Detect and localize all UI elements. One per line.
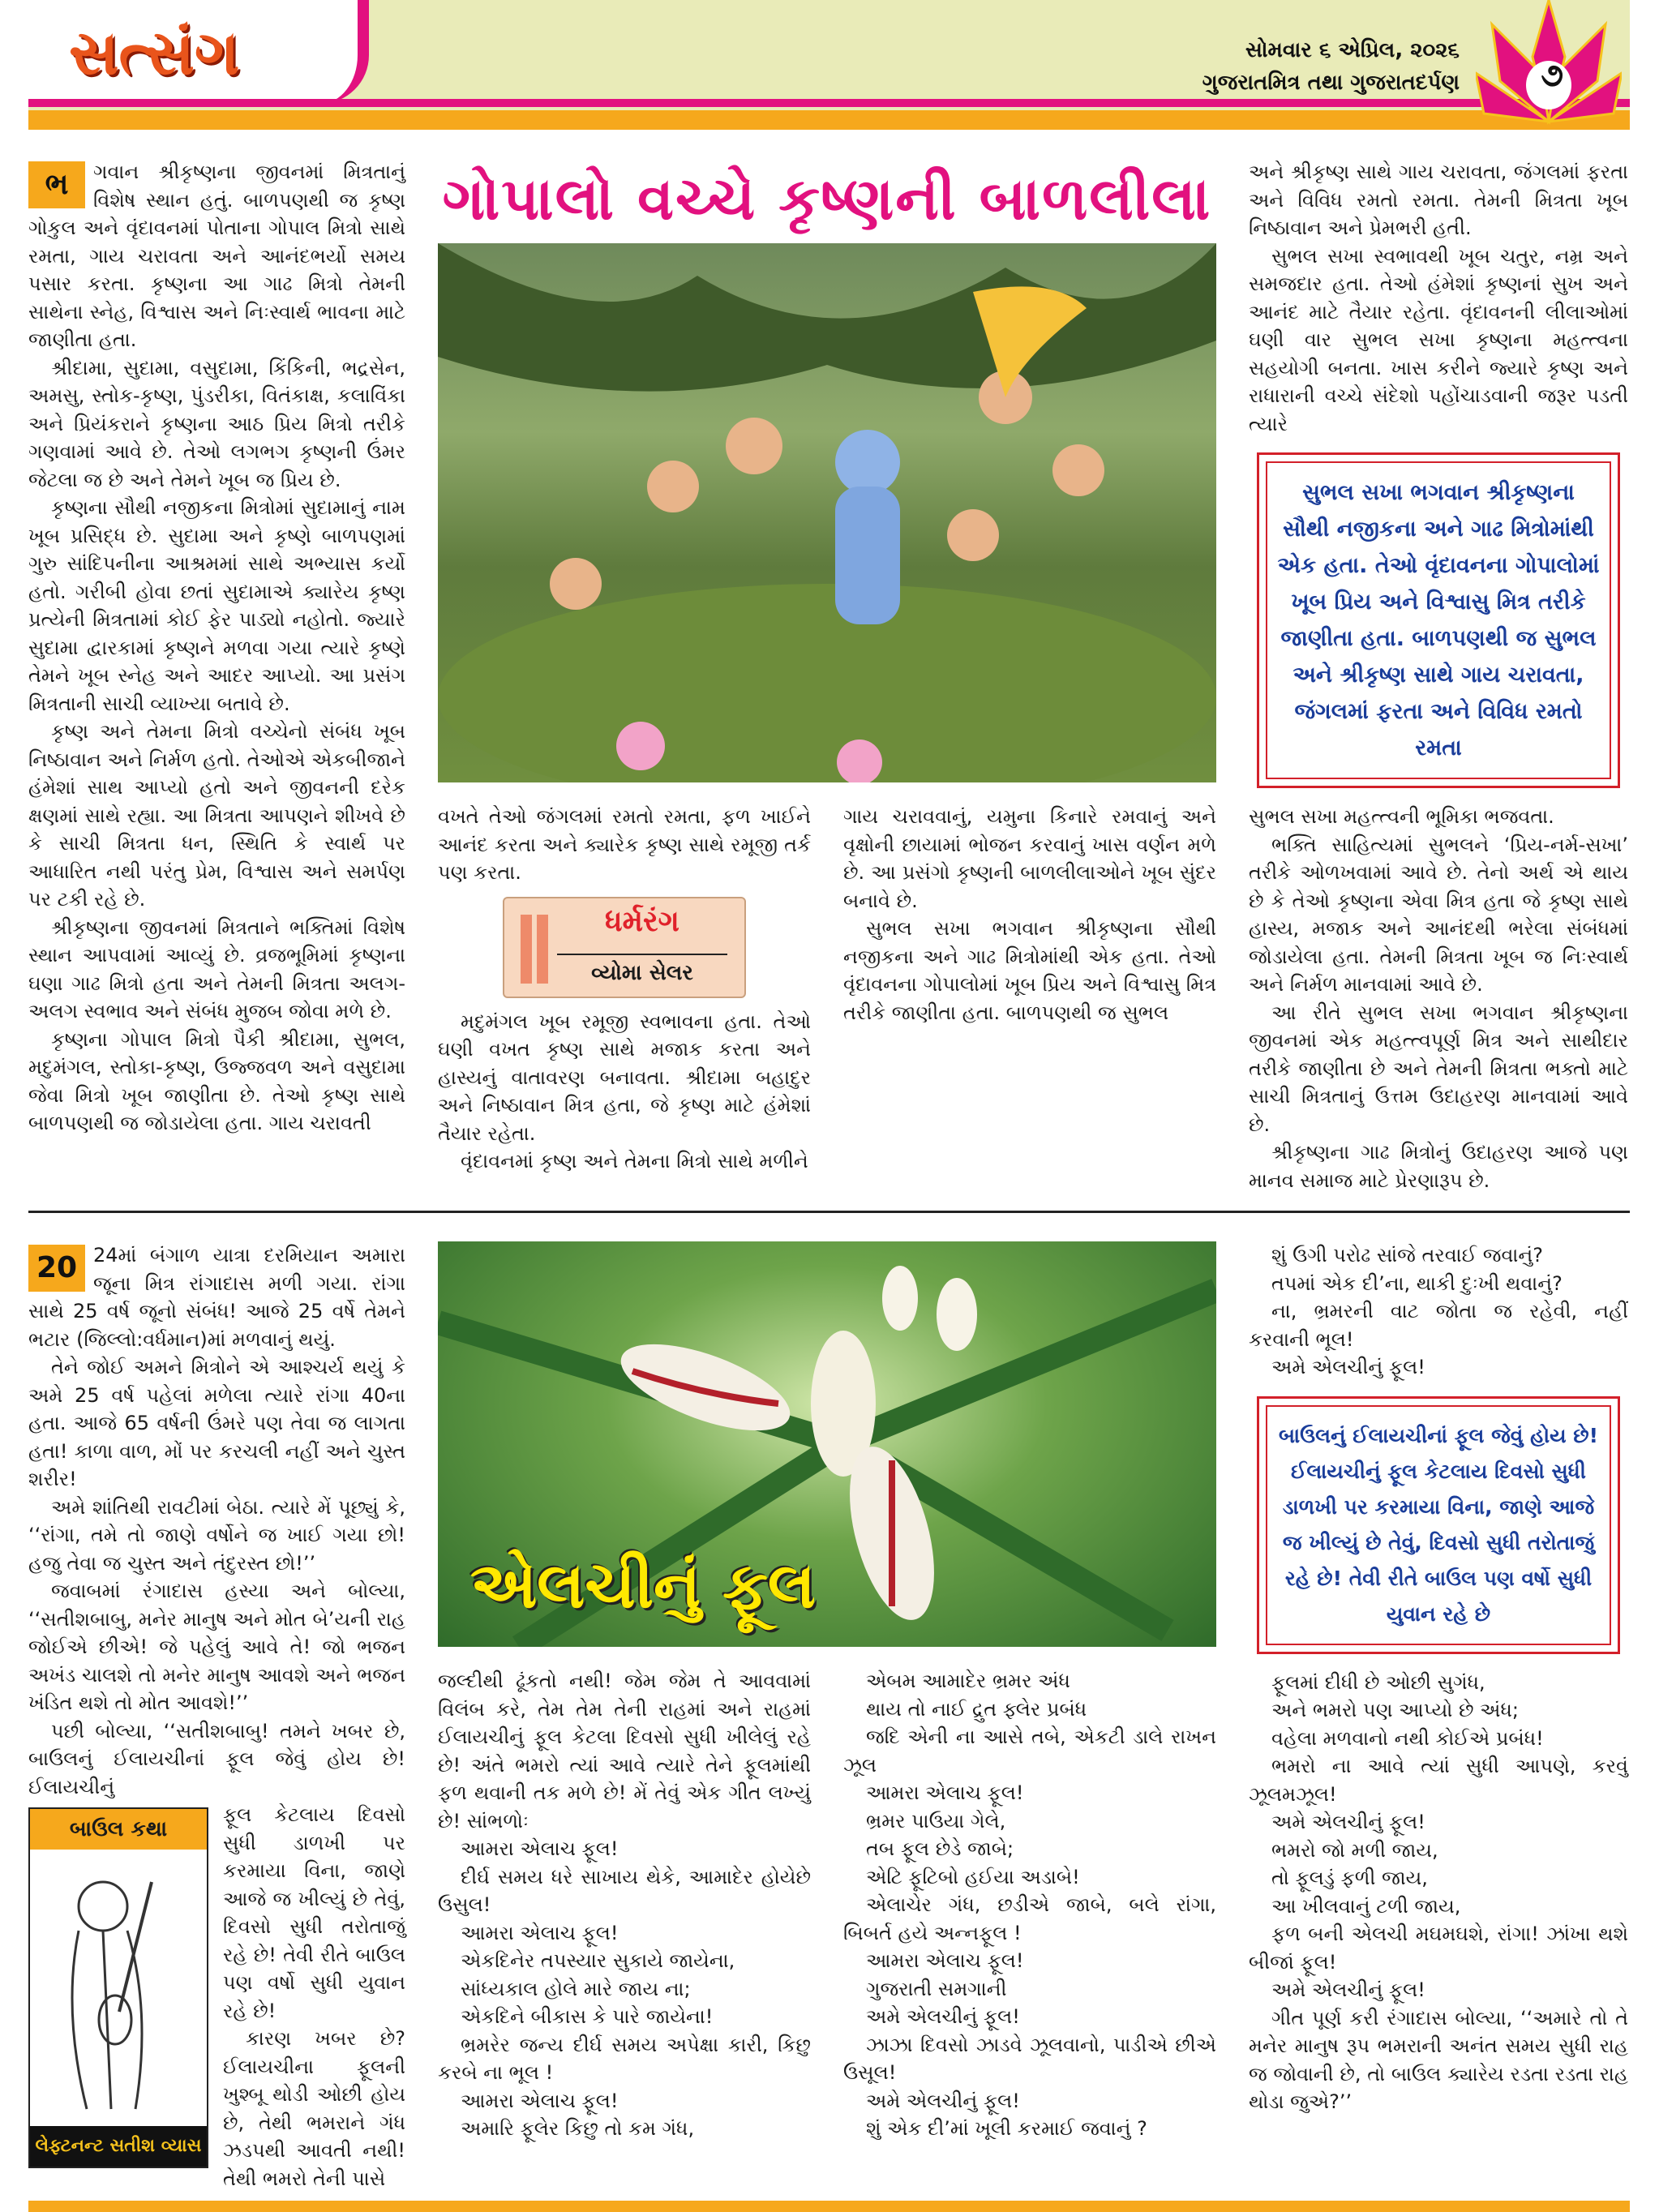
pull-quote — [1257, 452, 1620, 788]
song-line: અમે એલચીનું ફૂલ! — [1271, 1356, 1425, 1378]
date: સોમવાર ૬ એપ્રિલ, ૨૦૨૬ — [1245, 38, 1460, 62]
paragraph: મદુમંગલ ખૂબ રમૂજી સ્વભાવના હતા. તેઓ ઘણી વખત કૃષ્ણ સાથે મજાક કરતા અને હાસ્યનું વાતાવરણ બનાવતા. શ્રીદામા બહાદુર અને નિષ્ઠાવાન મિત્ર હતા, જે કૃષ્ણ માટે હંમેશાં તૈયાર રહેતા. — [438, 1010, 811, 1145]
paragraph: વૃંદાવનમાં કૃષ્ણ અને તેમના મિત્રો સાથે મળીને — [461, 1150, 808, 1172]
article2-left-column — [28, 1241, 405, 2193]
song-line: સાંધ્યકાલ હોલે મારે જાય ના; — [461, 1977, 691, 2000]
pull-quote — [1257, 1396, 1620, 1654]
song-line: એબમ આમાદેર ભ્રમર અંધ — [866, 1670, 1070, 1692]
article2-middle — [438, 1241, 1216, 2193]
paragraph: શ્રીદામા, સુદામા, વસુદામા, કિંકિની, ભદ્રસેન, અમસુ, સ્તોક-કૃષ્ણ, પુંડરીકા, વિતંકાક્ષ, કલાવિંકા અને પ્રિયંકરાને કૃષ્ણના આઠ પ્રિય મિત્રો તરીકે ગણવામાં આવે છે. તેઓ લગભગ કૃષ્ણની ઉંમર જેટલા જ છે અને તેમને ખૂબ જ પ્રિય છે. — [28, 356, 405, 491]
song-line: અને ભમરો પણ આપ્યો છે અંધ; — [1271, 1699, 1519, 1721]
pull-quote-text: સુભલ સખા ભગવાન શ્રીકૃષ્ણના સૌથી નજીકના અને ગાઢ મિત્રોમાંથી એક હતા. તેઓ વૃંદાવનના ગોપાલોમાં ખૂબ પ્રિય અને વિશ્વાસુ મિત્ર તરીકે જાણીતા હતા. બાળપણથી જ સુભલ અને શ્રીકૃષ્ણ સાથે ગાય ચરાવતા, જંગલમાં ફરતા અને વિવિધ રમતો રમતા — [1266, 461, 1611, 779]
article1 — [28, 158, 1628, 1194]
song-line: ઝાઝા દિવસો ઝાડવે ઝૂલવાનો, પાડીએ છીએ ઉસૂલ! — [843, 2033, 1216, 2084]
article1-headline: ગોપાલો વચ્ચે કૃષ્ણની બાળલીલા — [442, 165, 1212, 233]
song-line: એકદિને બીકાસ કે પારે જાયેના! — [461, 2005, 714, 2028]
krishna-gopals-illustration — [438, 243, 1216, 782]
song-line: ભમરો જો મળી જાય, — [1271, 1838, 1438, 1862]
paragraph: ફૂલ કેટલાય દિવસો સુધી ડાળખી પર કરમાયા વિના, જાણે આજે જ ખીલ્યું છે તેવું, દિવસો સુધી તરોતાજું રહે છે! તેવી રીતે બાઉલ પણ વર્ષો સુધી યુવાન રહે છે! — [223, 1803, 405, 2022]
decorative-stripe — [537, 915, 548, 984]
song-line: ફળ બની એલચી મઘમઘશે, રાંગા! ઝાંખા થશે બીજાં ફૂલ! — [1249, 1923, 1628, 1974]
section-name: ધર્મરંગ — [605, 904, 679, 938]
song-line: આમરા એલાચ ફૂલ! — [866, 1949, 1024, 1972]
song-line: આમરા એલાચ ફૂલ! — [866, 1781, 1024, 1804]
dropcap: ભ — [28, 161, 85, 208]
song-line: શું એક દી’માં ખૂલી કરમાઈ જવાનું ? — [866, 2117, 1147, 2140]
pull-quote-text: બાઉલનું ઈલાયચીનાં ફૂલ જેવું હોય છે! ઈલાયચીનું ફૂલ કેટલાય દિવસો સુધી ડાળખી પર કરમાયા વિના, જાણે આજે જ ખીલ્યું છે તેવું, દિવસો સુધી તરોતાજું રહે છે! તેવી રીતે બાઉલ પણ વર્ષો સુધી યુવાન રહે છે — [1266, 1405, 1611, 1645]
song-line: ભ્રમરેર જન્ય દીર્ઘ સમય અપેક્ષા કારી, કિછુ કરબે ના ભૂલ ! — [438, 2033, 811, 2084]
paragraph: કૃષ્ણના સૌથી નજીકના મિત્રોમાં સુદામાનું નામ ખૂબ પ્રસિદ્ધ છે. સુદામા અને કૃષ્ણે બાળપણમાં ગુરુ સાંદિપનીના આશ્રમમાં સાથે અભ્યાસ કર્યો હતો. ગરીબી હોવા છતાં સુદામાએ ક્યારેય કૃષ્ણ પ્રત્યેની મિત્રતામાં કોઈ ફેર પાડ્યો નહોતો. જ્યારે સુદામા દ્વારકામાં કૃષ્ણને મળવા ગયા ત્યારે કૃષ્ણે તેમને ખૂબ સ્નેહ અને આદર આપ્યો. આ પ્રસંગ મિત્રતાની સાચી વ્યાખ્યા બતાવે છે. — [28, 496, 405, 715]
baul-singer-sketch — [30, 1850, 207, 2125]
article1-right-column — [1249, 158, 1628, 1194]
song-line: દીર્ઘ સમય ધરે સાખાય થેકે, આમાદેર હોયેછે ઉસુલ! — [438, 1865, 811, 1916]
song-line: આ ખીલવાનું ટળી જાય, — [1271, 1894, 1461, 1918]
header-orange-bar — [28, 110, 1630, 130]
song-line: તપમાં એક દી’ના, થાકી દુઃખી થવાનું? — [1271, 1271, 1563, 1295]
page-header — [28, 0, 1630, 130]
paragraph: અને શ્રીકૃષ્ણ સાથે ગાય ચરાવતા, જંગલમાં ફરતા અને વિવિધ રમતો રમતા. તેમની મિત્રતા ખૂબ નિષ્ઠાવાન અને પ્રેમભરી હતી. — [1249, 161, 1628, 239]
paragraph: આ રીતે સુભલ સખા ભગવાન શ્રીકૃષ્ણના જીવનમાં એક મહત્ત્વપૂર્ણ મિત્ર અને સાથીદાર તરીકે જાણીતા છે અને તેમની મિત્રતા ભક્તો માટે સાચી મિત્રતાનું ઉત્તમ ઉદાહરણ માનવામાં આવે છે. — [1249, 1001, 1628, 1136]
song-line: ભમરો ના આવે ત્યાં સુધી આપણે, કરવું ઝૂલમઝૂલ! — [1249, 1755, 1628, 1806]
divider — [557, 954, 727, 955]
satsang-logo: સત્સંગ — [69, 16, 240, 88]
section-name: બાઉલ કથા — [30, 1809, 207, 1850]
article2-subcolumns — [438, 1667, 1216, 2143]
song-line: આમરા એલાચ ફૂલ! — [461, 1921, 619, 1944]
paragraph: કૃષ્ણના ગોપાલ મિત્રો પૈકી શ્રીદામા, સુભલ, મદુમંગલ, સ્તોકા-કૃષ્ણ, ઉજ્જવળ અને વસુદામા જેવા મિત્રો ખૂબ જાણીતા છે. તેઓ કૃષ્ણ સાથે બાળપણથી જ જોડાયેલા હતા. ગાય ચરાવતી — [28, 1027, 405, 1134]
song-line: એલાચેર ગંધ, છડીએ જાબે, બલે રાંગા, બિબર્ત હયે અન્નફૂલ ! — [843, 1893, 1216, 1944]
song-line: એટિ ફૂટિબો હઈયા અડાબે! — [866, 1865, 1080, 1888]
article1-mid-column-2 — [843, 803, 1216, 1176]
author-name: લેફ્ટનન્ટ સતીશ વ્યાસ — [30, 2126, 207, 2167]
logo-box — [28, 0, 369, 104]
paragraph: ગવાન શ્રીકૃષ્ણના જીવનમાં મિત્રતાનું વિશેષ સ્થાન હતું. બાળપણથી જ કૃષ્ણ ગોકુલ અને વૃંદાવનમાં પોતાના ગોપાલ મિત્રો સાથે રમતા, ગાય ચરાવતા અને આનંદભર્યો સમય પસાર કરતા. કૃષ્ણના આ ગાઢ મિત્રો તેમની સાથેના સ્નેહ, વિશ્વાસ અને નિઃસ્વાર્થ ભાવના માટે જાણીતા હતા. — [28, 161, 405, 351]
song-line: અમારિ ફૂલેર કિછુ તો કમ ગંધ, — [461, 2117, 695, 2140]
paragraph: જલ્દીથી ઢૂંકતો નથી! જેમ જેમ તે આવવામાં વિલંબ કરે, તેમ તેમ તેની રાહમાં અને રાહમાં ઈલાયચીનું ફૂલ કેટલા દિવસો સુધી ખીલેલું રહે છે! અંતે ભમરો ત્યાં આવે ત્યારે તેને ફૂલમાંથી ફળ થવાની તક મળે છે! મેં તેવું એક ગીત લખ્યું છે! સાંભળોઃ — [438, 1670, 811, 1833]
section-divider — [28, 1211, 1630, 1213]
header-pink-bar — [28, 99, 1630, 107]
song-line: તબ ફૂલ છેડે જાબે; — [866, 1837, 1014, 1860]
song-line: તો ફૂલડું ફળી જાય, — [1271, 1867, 1428, 1889]
footer-orange-bar — [28, 2201, 1630, 2212]
paragraph: કારણ ખબર છે? ઈલાયચીના ફૂલની ખુશ્બૂ થોડી ઓછી હોય છે, તેથી ભમરાને ગંધ ઝડપથી આવતી નથી! તેથી ભમરો તેની પાસે — [223, 2027, 405, 2190]
paragraph: સુભલ સખા ભગવાન શ્રીકૃષ્ણના સૌથી નજીકના અને ગાઢ મિત્રોમાંથી એક હતા. તેઓ વૃંદાવનના ગોપાલોમાં ખૂબ પ્રિય અને વિશ્વાસુ મિત્ર તરીકે જાણીતા હતા. બાળપણથી જ સુભલ — [843, 917, 1216, 1024]
paragraph: ગીત પૂર્ણ કરી રંગાદાસ બોલ્યા, ‘‘અમારે તો તે મનેર માનુષ રૂપ ભમરાની અનંત સમય સુધી રાહ જ જોવાની છે, તો બાઉલ ક્યારેય રડતા રડતા રાહ થોડા જુએ?’’ — [1249, 2006, 1628, 2113]
paragraph: શ્રીકૃષ્ણના ગાઢ મિત્રોનું ઉદાહરણ આજે પણ માનવ સમાજ માટે પ્રેરણારૂપ છે. — [1249, 1141, 1628, 1192]
paragraph: સુભલ સખા સ્વભાવથી ખૂબ ચતુર, નમ્ર અને સમજદાર હતા. તેઓ હંમેશાં કૃષ્ણનાં સુખ અને આનંદ માટે તૈયાર રહેતા. વૃંદાવનની લીલાઓમાં ઘણી વાર સુભલ સખા કૃષ્ણના મહત્ત્વના સહયોગી બનતા. ખાસ કરીને જ્યારે કૃષ્ણ અને રાધારાની વચ્ચે સંદેશો પહોંચાડવાની જરૂર પડતી ત્યારે — [1249, 244, 1628, 435]
paragraph: શ્રીકૃષ્ણના જીવનમાં મિત્રતાને ભક્તિમાં વિશેષ સ્થાન આપવામાં આવ્યું છે. વ્રજભૂમિમાં કૃષ્ણના ઘણા ગાઢ મિત્રો હતા અને તેમની મિત્રતા અલગ-અલગ સ્વભાવ અને સંબંધ મુજબ જોવા મળે છે. — [28, 915, 405, 1022]
page-number: ૭ — [1541, 57, 1563, 94]
song-line: અમે એલચીનું ફૂલ! — [866, 2005, 1020, 2028]
dropcap: 20 — [28, 1245, 85, 1292]
song-line: ભ્રમર પાઉયા ગેલે, — [866, 1809, 1006, 1833]
article2-mid-column-2 — [843, 1667, 1216, 2143]
paragraph: સુભલ સખા મહત્ત્વની ભૂમિકા ભજવતા. — [1249, 805, 1554, 828]
song-line: ના, ભ્રમરની વાટ જોતા જ રહેવી, નહીં કરવાની ભૂલ! — [1249, 1300, 1628, 1351]
paragraph: 24માં બંગાળ યાત્રા દરમિયાન અમારા જૂના મિત્ર રાંગાદાસ મળી ગયા. રાંગા સાથે 25 વર્ષ જૂનો સંબંધ! આજે 25 વર્ષે તેમને ભટાર (જિલ્લો:વર્ધમાન)માં મળવાનું થયું. — [28, 1244, 405, 1351]
paper-names: ગુજરાતમિત્ર તથા ગુજરાતદર્પણ — [1202, 71, 1460, 95]
paragraph: કૃષ્ણ અને તેમના મિત્રો વચ્ચેનો સંબંધ ખૂબ નિષ્ઠાવાન અને નિર્મળ હતો. તેઓએ એકબીજાને હંમેશાં સાથ આપ્યો હતો અને જીવનની દરેક ક્ષણમાં સાથે રહ્યા. આ મિત્રતા આપણને શીખવે છે કે સાચી મિત્રતા ધન, સ્થિતિ કે સ્વાર્થ પર આધારિત નથી પરંતુ પ્રેમ, વિશ્વાસ અને સમર્પણ પર ટકી રહે છે. — [28, 720, 405, 911]
decorative-stripe — [521, 915, 532, 984]
paragraph: પછી બોલ્યા, ‘‘સતીશબાબુ! તમને ખબર છે, બાઉલનું ઈલાયચીનાં ફૂલ જેવું હોય છે! ઈલાયચીનું — [28, 1719, 405, 1798]
article2-mid-column-1 — [438, 1667, 811, 2143]
song-line: અમે એલચીનું ફૂલ! — [1271, 1811, 1425, 1833]
song-line: આમરા એલાચ ફૂલ! — [461, 1837, 619, 1860]
song-line: ગુજરાતી સમગાની — [866, 1977, 1007, 2000]
article2-right-column — [1249, 1241, 1628, 2193]
song-line: એકદિનેર તપસ્યાર સુકાયે જાયેના, — [461, 1949, 735, 1972]
article1-subcolumns — [438, 803, 1216, 1176]
article1-middle — [438, 158, 1216, 1194]
dateline — [1202, 34, 1460, 99]
paragraph: જવાબમાં રંગાદાસ હસ્યા અને બોલ્યા, ‘‘સતીશબાબુ, મનેર માનુષ અને મોત બે’યની રાહ જોઈએ છીએ! જે પહેલું આવે તે! જો ભજન અખંડ ચાલશે તો મનેર માનુષ આવશે અને ભજન ખંડિત થશે તો મોત આવશે!’’ — [28, 1580, 405, 1714]
song-line: વહેલા મળવાનો નથી કોઈએ પ્રબંધ! — [1271, 1726, 1544, 1750]
article2 — [28, 1241, 1628, 2193]
paragraph: તેને જોઈ અમને મિત્રોને એ આશ્ચર્ય થયું કે અમે 25 વર્ષ પહેલાં મળેલા ત્યારે રાંગા 40ના હતા. આજે 65 વર્ષની ઉંમરે પણ તેવા જ લાગતા હતા! કાળા વાળ, મોં પર કરચલી નહીં અને ચુસ્ત શરીર! — [28, 1356, 405, 1490]
song-line: અમે એલચીનું ફૂલ! — [866, 2089, 1020, 2112]
paragraph: ભક્તિ સાહિત્યમાં સુભલને ‘પ્રિય-નર્મ-સખા’ તરીકે ઓળખવામાં આવે છે. તેનો અર્થ એ થાય છે કે તેઓ કૃષ્ણના એવા મિત્ર હતા જે કૃષ્ણ સાથે હાસ્ય, મજાક અને આનંદથી ભરેલા સંબંધમાં જોડાયેલા હતા. તેમની મિત્રતા ખૂબ જ નિઃસ્વાર્થ અને નિર્મળ માનવામાં આવે છે. — [1249, 833, 1628, 996]
cardamom-flower-photo — [438, 1241, 1216, 1647]
song-line: જદિ એની ના આસે તબે, એકટી ડાલે રાખન ઝૂલ — [843, 1725, 1216, 1777]
song-line: આમરા એલાચ ફૂલ! — [461, 2089, 619, 2112]
photo-caption-title: એલચીનું ફૂલ — [470, 1550, 816, 1623]
paragraph: વખતે તેઓ જંગલમાં રમતો રમતા, ફળ ખાઈને આનંદ કરતા અને ક્યારેક કૃષ્ણ સાથે રમૂજી તર્ક પણ કરતા. — [438, 805, 811, 884]
author-name: વ્યોમા સેલર — [591, 960, 693, 985]
song-line: અમે એલચીનું ફૂલ! — [1271, 1978, 1425, 2001]
paragraph: અમે શાંતિથી રાવટીમાં બેઠા. ત્યારે મેં પૂછ્યું કે, ‘‘રાંગા, તમે તો જાણે વર્ષોને જ ખાઈ ગયા છો! હજુ તેવા જ ચુસ્ત અને તંદુરસ્ત છો!’’ — [28, 1495, 405, 1575]
column-label-box — [503, 897, 746, 998]
song-line: થાય તો નાઈ દ્રુત ફ્લેર પ્રબંધ — [866, 1697, 1087, 1721]
song-line: શું ઉગી પરોઢ સાંજે તરવાઈ જવાનું? — [1271, 1244, 1543, 1267]
song-line: ફૂલમાં દીધી છે ઓછી સુગંધ, — [1271, 1670, 1485, 1694]
article1-left-column — [28, 158, 405, 1194]
article1-mid-column-1 — [438, 803, 811, 1176]
paragraph: ગાય ચરાવવાનું, યમુના કિનારે રમવાનું અને વૃક્ષોની છાયામાં ભોજન કરવાનું ખાસ વર્ણન મળે છે. આ પ્રસંગો કૃષ્ણની બાળલીલાઓને ખૂબ સુંદર બનાવે છે. — [843, 805, 1216, 912]
column-label-box — [28, 1807, 208, 2168]
